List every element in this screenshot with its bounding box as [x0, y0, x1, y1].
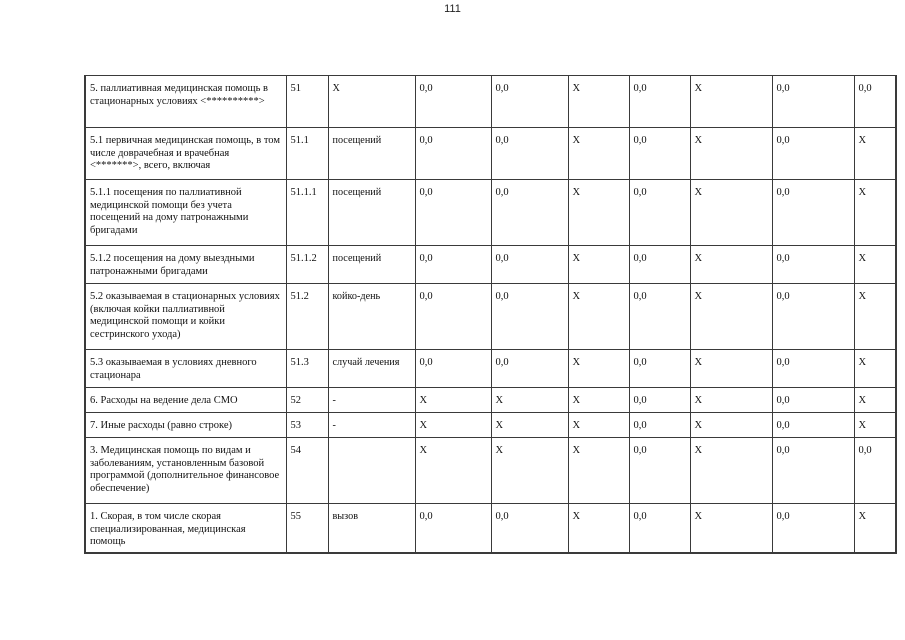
row-name-cell: 3. Медицинская помощь по видам и заболеваниям, установленным базовой программой (дополнительное финансовое обеспечение) — [85, 438, 286, 504]
row-value-cell: X — [568, 246, 629, 284]
table-row — [85, 128, 896, 180]
row-value-cell: 0,0 — [415, 180, 491, 246]
row-value-cell: 0,0 — [772, 388, 854, 413]
row-value-cell: 0,0 — [491, 284, 568, 350]
row-value-cell: 0,0 — [629, 350, 690, 388]
row-name-cell: 5. паллиативная медицинская помощь в стационарных условиях <**********> — [85, 76, 286, 128]
row-value-cell: X — [491, 413, 568, 438]
row-value-cell: X — [568, 128, 629, 180]
row-value-cell: 0,0 — [629, 246, 690, 284]
table-body — [85, 76, 896, 553]
table-row — [85, 438, 896, 504]
row-value-cell: 0,0 — [629, 284, 690, 350]
row-value-cell: X — [854, 180, 896, 246]
row-value-cell: 0,0 — [772, 128, 854, 180]
table-row — [85, 350, 896, 388]
row-value-cell: 0,0 — [491, 128, 568, 180]
row-value-cell: X — [854, 246, 896, 284]
row-value-cell: 0,0 — [415, 284, 491, 350]
row-value-cell: 0,0 — [491, 350, 568, 388]
row-value-cell: 0,0 — [491, 76, 568, 128]
row-value-cell: 0,0 — [629, 76, 690, 128]
row-value-cell: X — [854, 128, 896, 180]
row-code-cell: 51.1 — [286, 128, 328, 180]
row-value-cell: 0,0 — [772, 504, 854, 553]
row-value-cell: X — [690, 246, 772, 284]
row-value-cell: 0,0 — [415, 504, 491, 553]
row-code-cell: 52 — [286, 388, 328, 413]
table-row — [85, 413, 896, 438]
row-value-cell: 0,0 — [629, 128, 690, 180]
row-value-cell: X — [690, 438, 772, 504]
row-value-cell: X — [854, 413, 896, 438]
row-value-cell: 0,0 — [772, 413, 854, 438]
row-unit-cell: - — [328, 388, 415, 413]
row-value-cell: 0,0 — [772, 350, 854, 388]
table-row — [85, 180, 896, 246]
row-value-cell: 0,0 — [415, 76, 491, 128]
row-value-cell: X — [415, 388, 491, 413]
row-value-cell: 0,0 — [772, 284, 854, 350]
row-value-cell: 0,0 — [854, 76, 896, 128]
row-unit-cell: койко-день — [328, 284, 415, 350]
row-unit-cell: посещений — [328, 180, 415, 246]
row-value-cell: X — [568, 76, 629, 128]
table-row — [85, 246, 896, 284]
row-code-cell: 55 — [286, 504, 328, 553]
row-unit-cell: - — [328, 413, 415, 438]
row-code-cell: 51.1.1 — [286, 180, 328, 246]
row-value-cell: X — [854, 504, 896, 553]
row-name-cell: 5.1.2 посещения на дому выездными патронажными бригадами — [85, 246, 286, 284]
row-value-cell: X — [854, 284, 896, 350]
table-row — [85, 504, 896, 553]
row-unit-cell: посещений — [328, 128, 415, 180]
row-value-cell: X — [690, 504, 772, 553]
row-code-cell: 53 — [286, 413, 328, 438]
row-code-cell: 51 — [286, 76, 328, 128]
row-name-cell: 5.3 оказываемая в условиях дневного стационара — [85, 350, 286, 388]
row-value-cell: X — [491, 388, 568, 413]
row-value-cell: X — [568, 180, 629, 246]
row-value-cell: X — [690, 284, 772, 350]
row-name-cell: 5.1.1 посещения по паллиативной медицинской помощи без учета посещений на дому патронажными бригадами — [85, 180, 286, 246]
row-value-cell: 0,0 — [491, 504, 568, 553]
table-row — [85, 388, 896, 413]
row-value-cell: 0,0 — [772, 246, 854, 284]
row-unit-cell: случай лечения — [328, 350, 415, 388]
row-value-cell: 0,0 — [629, 413, 690, 438]
row-value-cell: 0,0 — [629, 180, 690, 246]
table-row — [85, 284, 896, 350]
row-value-cell: X — [690, 128, 772, 180]
row-value-cell: X — [690, 76, 772, 128]
page-number: 111 — [444, 3, 461, 15]
row-value-cell: 0,0 — [772, 180, 854, 246]
row-unit-cell — [328, 438, 415, 504]
row-value-cell: X — [491, 438, 568, 504]
row-value-cell: X — [690, 388, 772, 413]
row-value-cell: X — [415, 438, 491, 504]
financing-table — [84, 75, 897, 554]
row-value-cell: X — [568, 438, 629, 504]
row-value-cell: 0,0 — [772, 76, 854, 128]
row-value-cell: X — [690, 180, 772, 246]
row-value-cell: X — [568, 504, 629, 553]
row-value-cell: 0,0 — [415, 246, 491, 284]
row-name-cell: 7. Иные расходы (равно строке) — [85, 413, 286, 438]
row-value-cell: 0,0 — [772, 438, 854, 504]
row-code-cell: 54 — [286, 438, 328, 504]
row-value-cell: 0,0 — [415, 350, 491, 388]
row-value-cell: 0,0 — [629, 504, 690, 553]
row-code-cell: 51.3 — [286, 350, 328, 388]
row-value-cell: 0,0 — [491, 180, 568, 246]
row-value-cell: X — [568, 350, 629, 388]
row-unit-cell: посещений — [328, 246, 415, 284]
row-value-cell: 0,0 — [629, 388, 690, 413]
row-value-cell: X — [854, 388, 896, 413]
row-value-cell: 0,0 — [491, 246, 568, 284]
row-name-cell: 1. Скорая, в том числе скорая специализированная, медицинская помощь — [85, 504, 286, 553]
row-value-cell: 0,0 — [629, 438, 690, 504]
row-name-cell: 6. Расходы на ведение дела СМО — [85, 388, 286, 413]
row-value-cell: X — [568, 413, 629, 438]
row-code-cell: 51.2 — [286, 284, 328, 350]
row-name-cell: 5.2 оказываемая в стационарных условиях (включая койки паллиативной медицинской помощи и койки сестринского ухода) — [85, 284, 286, 350]
row-value-cell: X — [568, 284, 629, 350]
row-value-cell: X — [854, 350, 896, 388]
row-value-cell: 0,0 — [415, 128, 491, 180]
row-unit-cell: вызов — [328, 504, 415, 553]
row-value-cell: X — [690, 350, 772, 388]
row-value-cell: X — [415, 413, 491, 438]
row-value-cell: 0,0 — [854, 438, 896, 504]
table-row — [85, 76, 896, 128]
row-code-cell: 51.1.2 — [286, 246, 328, 284]
row-name-cell: 5.1 первичная медицинская помощь, в том числе доврачебная и врачебная <*******>, всего, включая — [85, 128, 286, 180]
row-value-cell: X — [690, 413, 772, 438]
row-value-cell: X — [568, 388, 629, 413]
row-unit-cell: X — [328, 76, 415, 128]
